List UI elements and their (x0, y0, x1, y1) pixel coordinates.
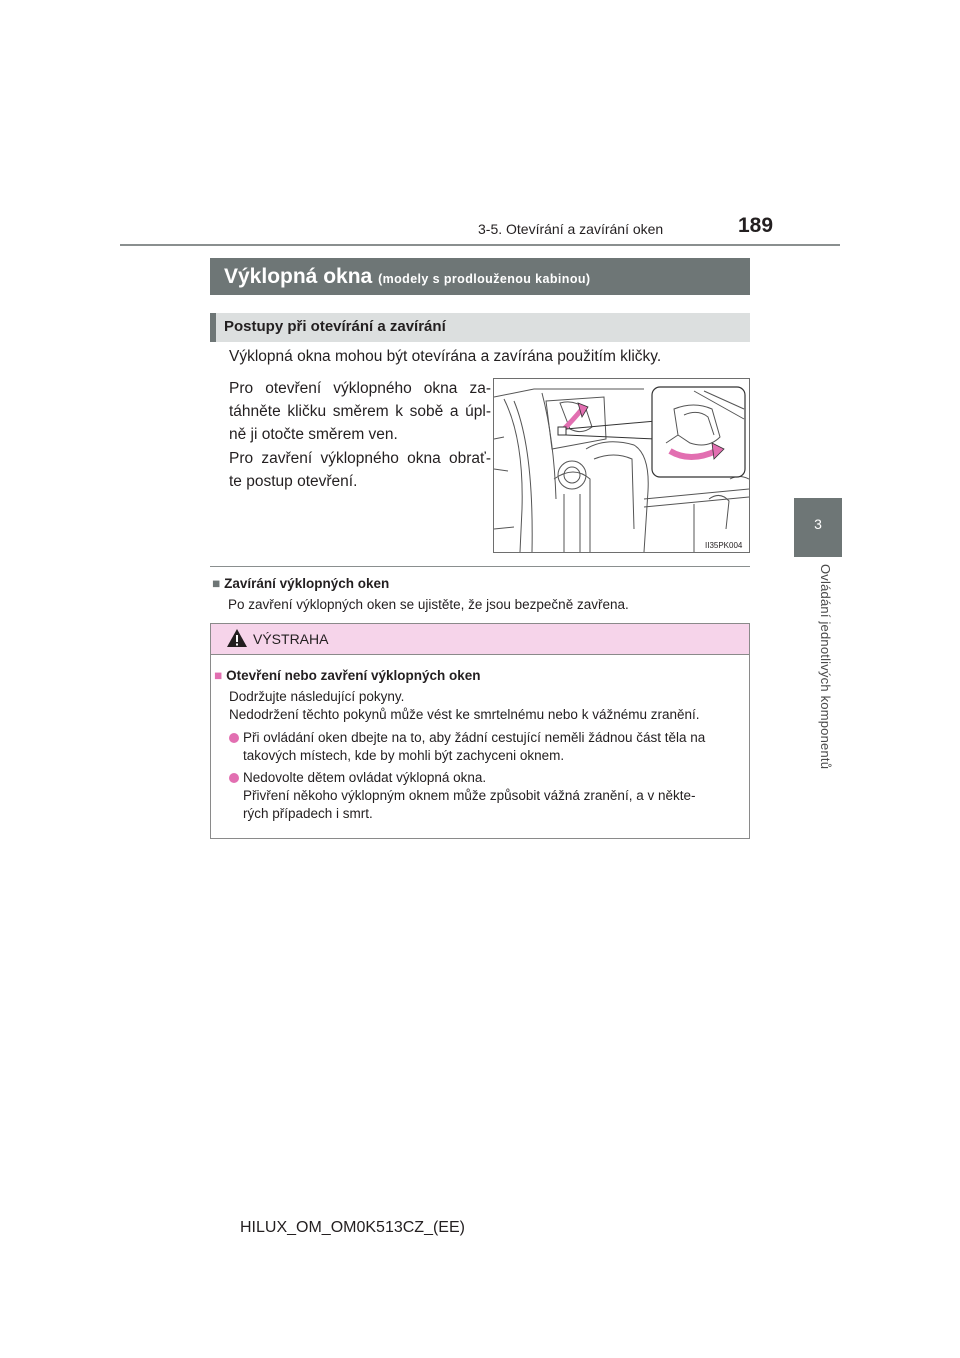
warning-title (214, 668, 481, 683)
warning-bullet-2-line-3: rých případech i smrt. (243, 806, 373, 821)
warning-bullet-1-line-2: takových místech, kde by mohli být zachyceni oknem. (243, 748, 565, 763)
chapter-tab-number: 3 (814, 516, 822, 532)
note-title (212, 576, 389, 591)
bullet-dot-icon (229, 773, 239, 783)
header-rule (120, 244, 840, 246)
section-divider (210, 566, 750, 567)
open-line-2: táhněte kličku směrem k sobě a úpl- (229, 403, 491, 420)
page-title (224, 265, 590, 289)
warning-triangle-icon (226, 628, 248, 648)
header-section-title: 3-5. Otevírání a zavírání oken (478, 221, 664, 237)
open-instructions (229, 377, 491, 446)
page-title-sub: (modely s prodlouženou kabinou) (378, 272, 591, 286)
close-line-2: te postup otevření. (229, 473, 358, 490)
warning-label: VÝSTRAHA (253, 631, 329, 647)
subsection-title: Postupy při otevírání a zavírání (224, 318, 446, 335)
car-interior-drawing (494, 379, 749, 552)
footer-doc-code: HILUX_OM_OM0K513CZ_(EE) (240, 1219, 465, 1236)
close-instructions (229, 447, 491, 493)
warning-line-2: Nedodržení těchto pokynů může vést ke smrtelnému nebo k vážnému zranění. (229, 707, 700, 722)
subsection-bar-accent (210, 313, 216, 342)
note-title-text: Zavírání výklopných oken (224, 576, 390, 591)
warning-title-text: Otevření nebo zavření výklopných oken (226, 668, 481, 683)
warning-bullet-2-line-2: Přivření někoho výklopným oknem může způsobit vážná zranění, a v někte- (243, 788, 696, 803)
warning-bullet-2-line-1: Nedovolte dětem ovládat výklopná okna. (243, 770, 487, 785)
warning-bullet-1-line-1: Při ovládání oken dbejte na to, aby žádní cestující neměli žádnou část těla na (243, 730, 706, 745)
illustration-code: II35PK004 (705, 541, 743, 550)
open-line-3: ně ji otočte směrem ven. (229, 426, 398, 443)
square-bullet-icon: ■ (212, 576, 221, 591)
open-line-1: Pro otevření výklopného okna za- (229, 380, 491, 397)
bullet-dot-icon (229, 733, 239, 743)
chapter-tab-label: Ovládání jednotlivých komponentů (818, 564, 833, 770)
close-line-1: Pro zavření výklopného okna obrať- (229, 450, 491, 467)
warning-line-1: Dodržujte následující pokyny. (229, 689, 405, 704)
page-title-main: Výklopná okna (224, 265, 373, 288)
intro-paragraph: Výklopná okna mohou být otevírána a zavírána použitím kličky. (229, 348, 662, 365)
window-latch-illustration (493, 378, 750, 553)
page-number: 189 (738, 214, 774, 237)
square-bullet-icon: ■ (214, 668, 223, 683)
note-text: Po zavření výklopných oken se ujistěte, že jsou bezpečně zavřena. (228, 597, 629, 612)
